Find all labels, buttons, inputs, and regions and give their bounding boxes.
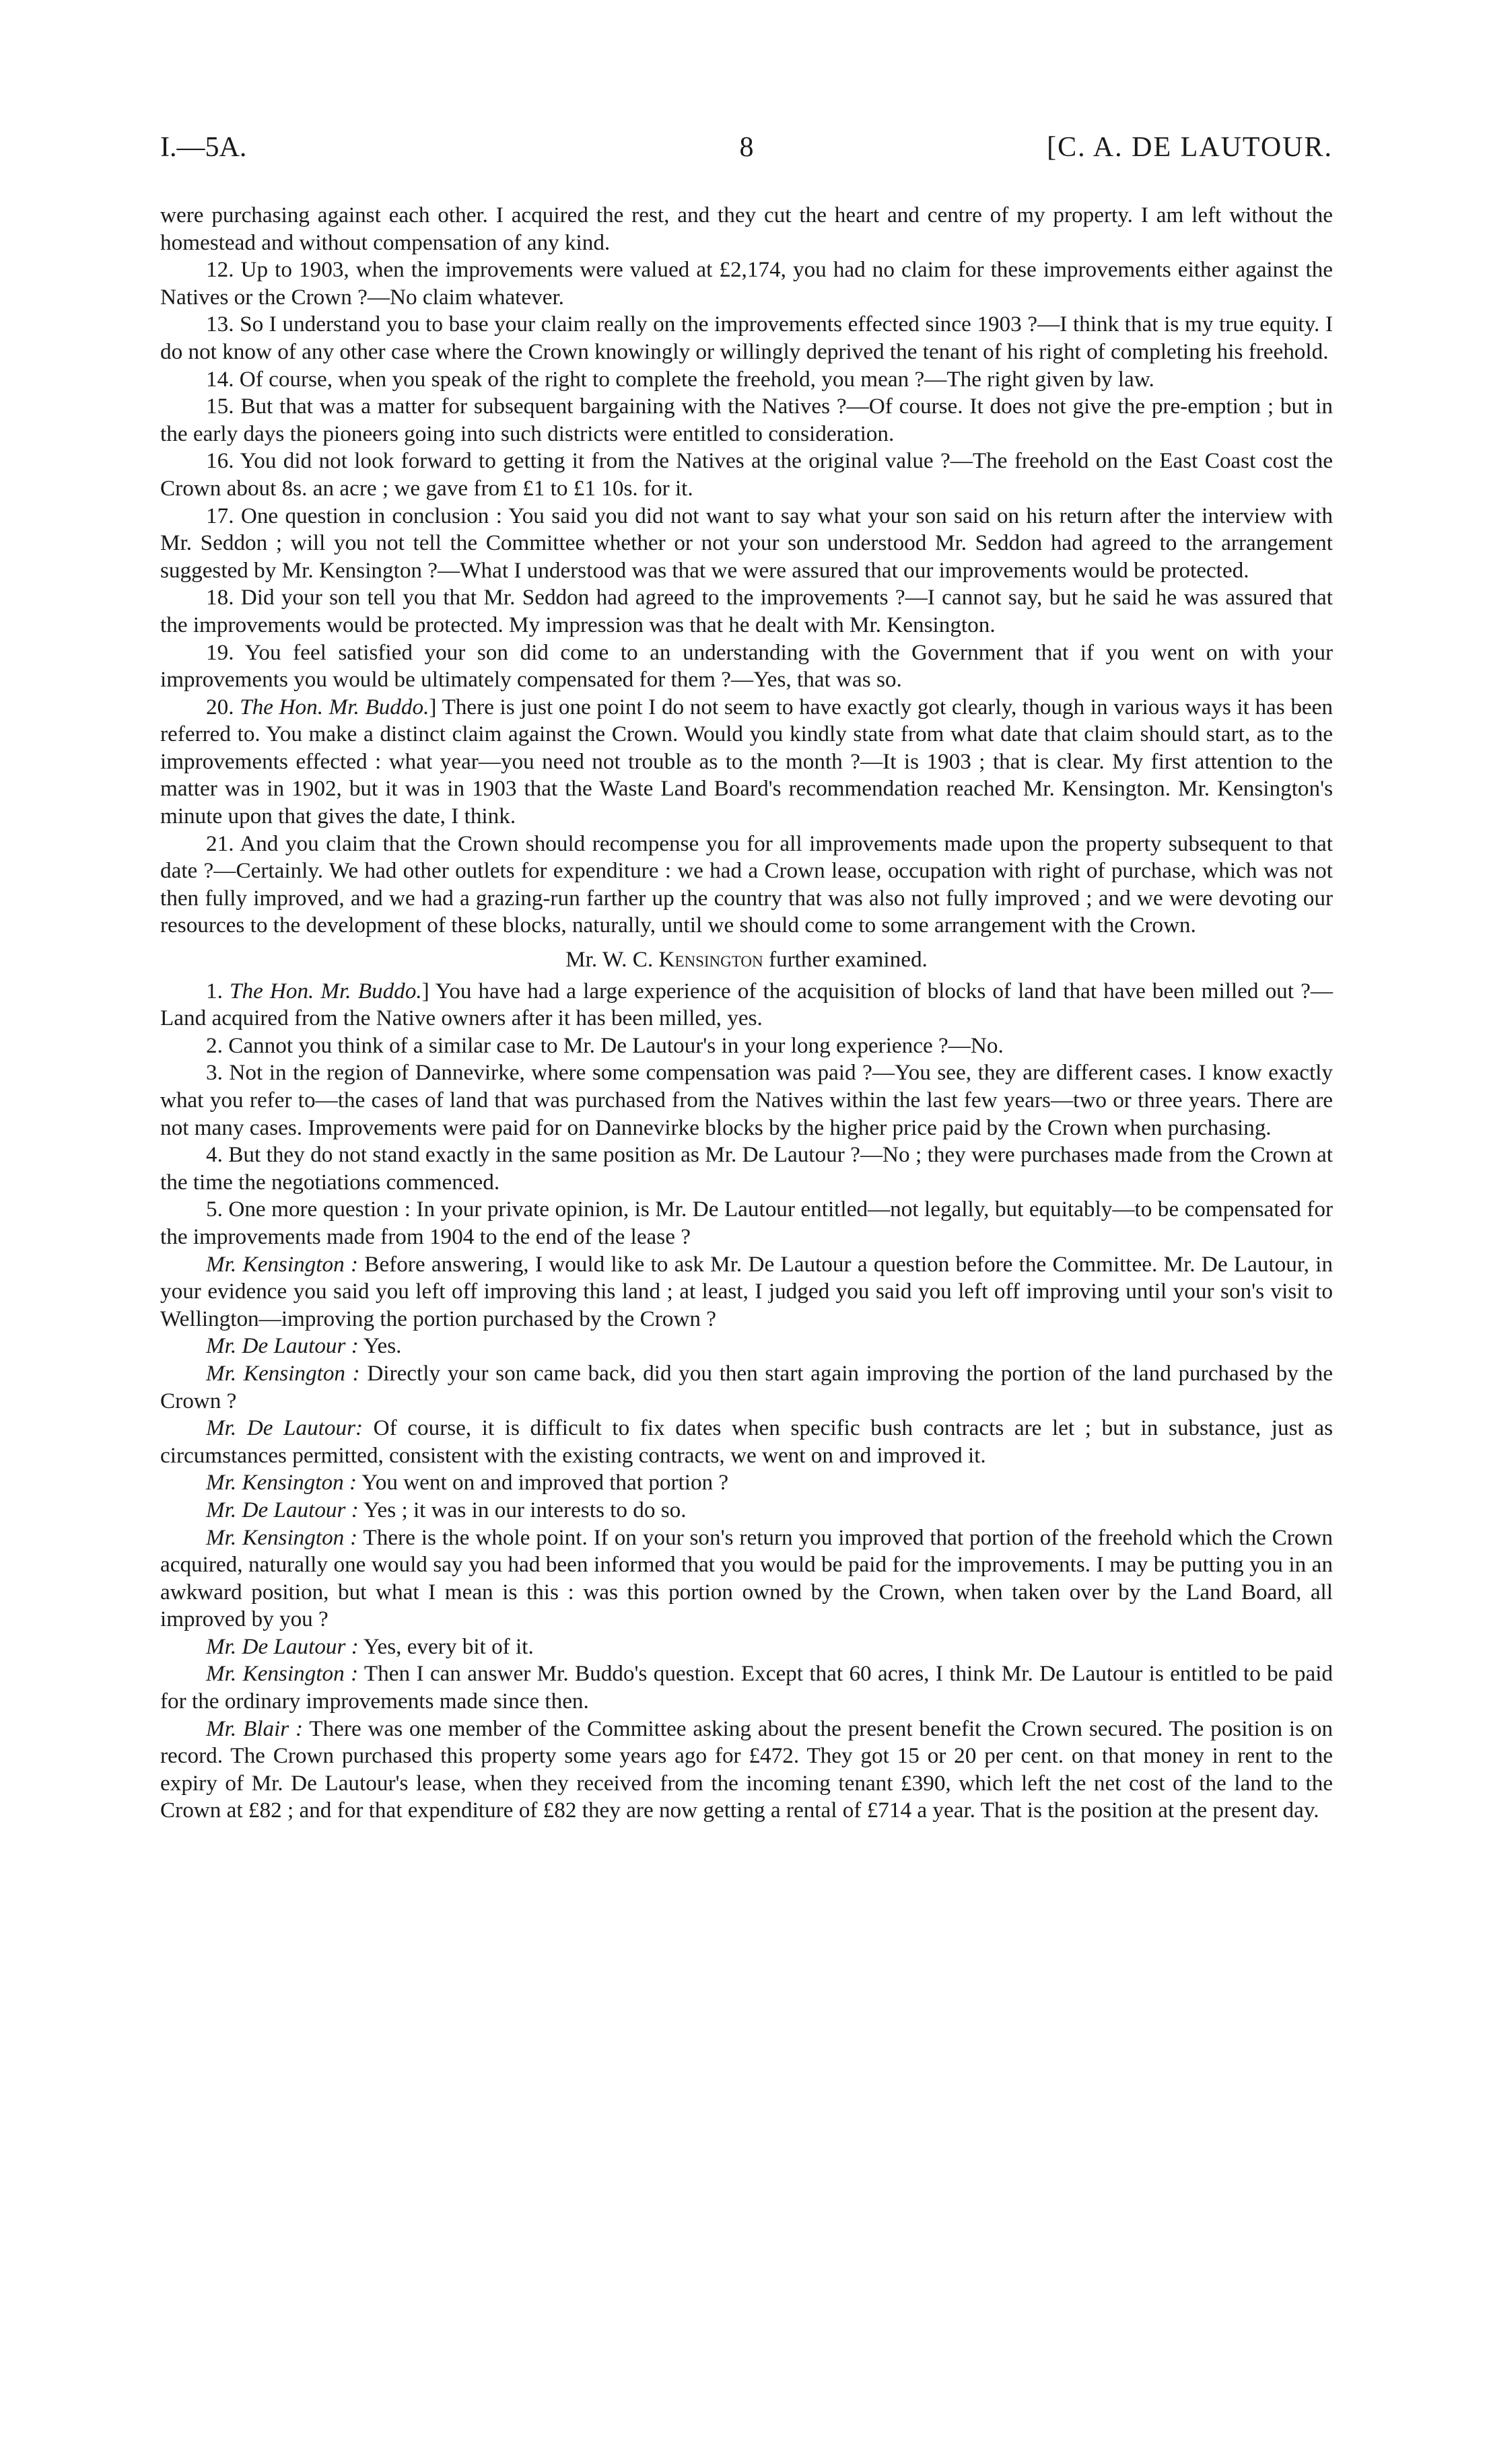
dialogue-text: Then I can answer Mr. Buddo's question. Except that 60 acres, I think Mr. De Lautour is entitled to be paid for the ordinary improvements made since then. bbox=[160, 1661, 1334, 1714]
dialogue-text: You went on and improved that portion ? bbox=[357, 1470, 729, 1495]
dialogue-line bbox=[160, 1497, 1333, 1524]
dialogue-line bbox=[160, 1716, 1333, 1825]
paragraph: 12. Up to 1903, when the improvements were valued at £2,174, you had no claim for these improvements either against the Natives or the Crown ?—No claim whatever. bbox=[160, 257, 1333, 310]
speaker-name: Mr. De Lautour: bbox=[206, 1415, 364, 1441]
paragraph: 4. But they do not stand exactly in the same position as Mr. De Lautour ?—No ; they were purchases made from the Crown at the time the negotiations commenced. bbox=[160, 1142, 1333, 1195]
question-number: 1. bbox=[206, 978, 230, 1004]
paragraph: 13. So I understand you to base your claim really on the improvements effected since 1903 ?—I think that is my true equity. I do not know of any other case where the Crown knowingly or willingly deprived the tenant of his right of completing his freehold. bbox=[160, 312, 1333, 364]
dialogue-text: Yes, every bit of it. bbox=[358, 1633, 534, 1659]
paragraph: 17. One question in conclusion : You said you did not want to say what your son said on his return after the interview with Mr. Seddon ; will you not tell the Committee whether or not your son understood Mr. Seddon had agreed to the arrangement suggested by Mr. Kensington ?—What I understood was that we were assured that our improvements would be protected. bbox=[160, 503, 1333, 583]
section-heading bbox=[160, 946, 1333, 974]
paragraph: 14. Of course, when you speak of the right to complete the freehold, you mean ?—The right given by law. bbox=[206, 366, 1154, 392]
header-page-number: 8 bbox=[739, 132, 754, 163]
speaker-name: Mr. De Lautour : bbox=[206, 1333, 359, 1359]
paragraph: 3. Not in the region of Dannevirke, where some compensation was paid ?—You see, they are different cases. I know exactly what you refer to—the cases of land that was purchased from the Natives within the last few years—two or three years. There are not many cases. Improvements were paid for on Dannevirke blocks by the higher price paid by the Crown when purchasing. bbox=[160, 1060, 1333, 1140]
paragraph: 5. One more question : In your private opinion, is Mr. De Lautour entitled—not legally, but equitably—to be compensated for the improvements made from 1904 to the end of the lease ? bbox=[160, 1197, 1333, 1249]
dialogue-text: Of course, it is difficult to fix dates when specific bush contracts are let ; but in substance, just as circumstances permitted, consistent with the existing contracts, we went on and improved it. bbox=[160, 1415, 1333, 1468]
dialogue-line bbox=[160, 1660, 1333, 1715]
dialogue-text: There is the whole point. If on your son's return you improved that portion of the freehold which the Crown acquired, naturally one would say you had been informed that you would be paid for the improvements. I may be putting you in an awkward position, but what I mean is this : was this portion owned by the Crown, when taken over by the Land Board, all improved by you ? bbox=[160, 1524, 1333, 1632]
speaker-name: Mr. De Lautour : bbox=[206, 1497, 359, 1522]
body-text bbox=[160, 202, 1333, 1825]
header-witness-name: [C. A. DE LAUTOUR. bbox=[1047, 132, 1333, 163]
header-document-ref: I.—5A. bbox=[160, 132, 247, 163]
dialogue-line bbox=[160, 1633, 1333, 1661]
heading-suffix: further examined. bbox=[763, 947, 928, 973]
dialogue-line bbox=[160, 1524, 1333, 1633]
speaker-name: Mr. Kensington : bbox=[206, 1470, 357, 1495]
paragraph: 21. And you claim that the Crown should recompense you for all improvements made upon the property subsequent to that date ?—Certainly. We had other outlets for expenditure : we had a Crown lease, occupation with right of purchase, which was not then fully improved, and we had a grazing-run farther up the country that was also not fully improved ; and we were devoting our resources to the development of these blocks, naturally, until we should come to some arrangement with the Crown. bbox=[160, 831, 1333, 938]
speaker-name: Mr. Kensington : bbox=[206, 1661, 359, 1687]
question-number: 20. bbox=[206, 694, 240, 719]
dialogue-line bbox=[160, 1333, 1333, 1360]
speaker-name: Mr. Kensington : bbox=[206, 1251, 359, 1277]
paragraph: 16. You did not look forward to getting it from the Natives at the original value ?—The freehold on the East Coast cost the Crown about 8s. an acre ; we gave from £1 to £1 10s. for it. bbox=[160, 448, 1333, 501]
paragraph-text: ] There is just one point I do not seem to have exactly got clearly, though in various ways it has been referred to. You make a distinct claim against the Crown. Would you kindly state from what date that claim should start, as to the improvements effected : what year—you need not trouble as to the month ?—It is 1903 ; that is clear. My first attention to the matter was in 1902, but it was in 1903 that the Waste Land Board's recommendation reached Mr. Kensington. Mr. Kensington's minute upon that gives the date, I think. bbox=[160, 694, 1333, 829]
paragraph: 15. But that was a matter for subsequent bargaining with the Natives ?—Of course. It does not give the pre-emption ; but in the early days the pioneers going into such districts were entitled to consideration. bbox=[160, 394, 1333, 446]
speaker-name: Mr. Kensington : bbox=[206, 1524, 358, 1550]
speaker-name: Mr. Kensington : bbox=[206, 1360, 360, 1386]
heading-name: Kensington bbox=[658, 947, 763, 973]
heading-prefix: Mr. W. C. bbox=[565, 947, 659, 973]
paragraph bbox=[160, 978, 1333, 1032]
dialogue-text: Yes ; it was in our interests to do so. bbox=[358, 1497, 687, 1522]
speaker-name: The Hon. Mr. Buddo. bbox=[230, 978, 422, 1004]
paragraph: were purchasing against each other. I acquired the rest, and they cut the heart and centre of my property. I am left without the homestead and without compensation of any kind. bbox=[160, 203, 1333, 255]
speaker-name: The Hon. Mr. Buddo. bbox=[240, 694, 429, 719]
dialogue-line bbox=[160, 1415, 1333, 1469]
paragraph: 19. You feel satisfied your son did come to an understanding with the Government that if you went on with your improvements you would be ultimately compensated for them ?—Yes, that was so. bbox=[160, 639, 1333, 693]
paragraph-text: ] You have had a large experience of the acquisition of blocks of land that have been milled out ?—Land acquired from the Native owners after it has been milled, yes. bbox=[160, 978, 1334, 1031]
dialogue-line bbox=[160, 1360, 1333, 1415]
dialogue-text: Yes. bbox=[358, 1333, 402, 1359]
dialogue-text: Before answering, I would like to ask Mr. De Lautour a question before the Committee. Mr. De Lautour, in your evidence you said you left off improving this land ; at least, I judged you said you left off improving until your son's visit to Wellington—improving the portion purchased by the Crown ? bbox=[160, 1251, 1334, 1331]
page-header bbox=[160, 131, 1333, 172]
paragraph: 18. Did your son tell you that Mr. Seddon had agreed to the improvements ?—I cannot say, but he said he was assured that the improvements would be protected. My impression was that he dealt with Mr. Kensington. bbox=[160, 585, 1333, 637]
paragraph: 2. Cannot you think of a similar case to Mr. De Lautour's in your long experience ?—No. bbox=[206, 1032, 1004, 1058]
paragraph bbox=[160, 694, 1333, 831]
dialogue-line bbox=[160, 1469, 1333, 1497]
speaker-name: Mr. Blair : bbox=[206, 1716, 304, 1741]
dialogue-line bbox=[160, 1251, 1333, 1333]
dialogue-text: There was one member of the Committee asking about the present benefit the Crown secured. The position is on record. The Crown purchased this property some years ago for £472. They got 15 or 20 per cent. on that money in rent to the expiry of Mr. De Lautour's lease, when they received from the incoming tenant £390, which left the net cost of the land to the Crown at £82 ; and for that expenditure of £82 they are now getting a rental of £714 a year. That is the position at the present day. bbox=[160, 1716, 1334, 1823]
speaker-name: Mr. De Lautour : bbox=[206, 1633, 359, 1659]
dialogue-text: Directly your son came back, did you then start again improving the portion of the land purchased by the Crown ? bbox=[160, 1360, 1333, 1413]
